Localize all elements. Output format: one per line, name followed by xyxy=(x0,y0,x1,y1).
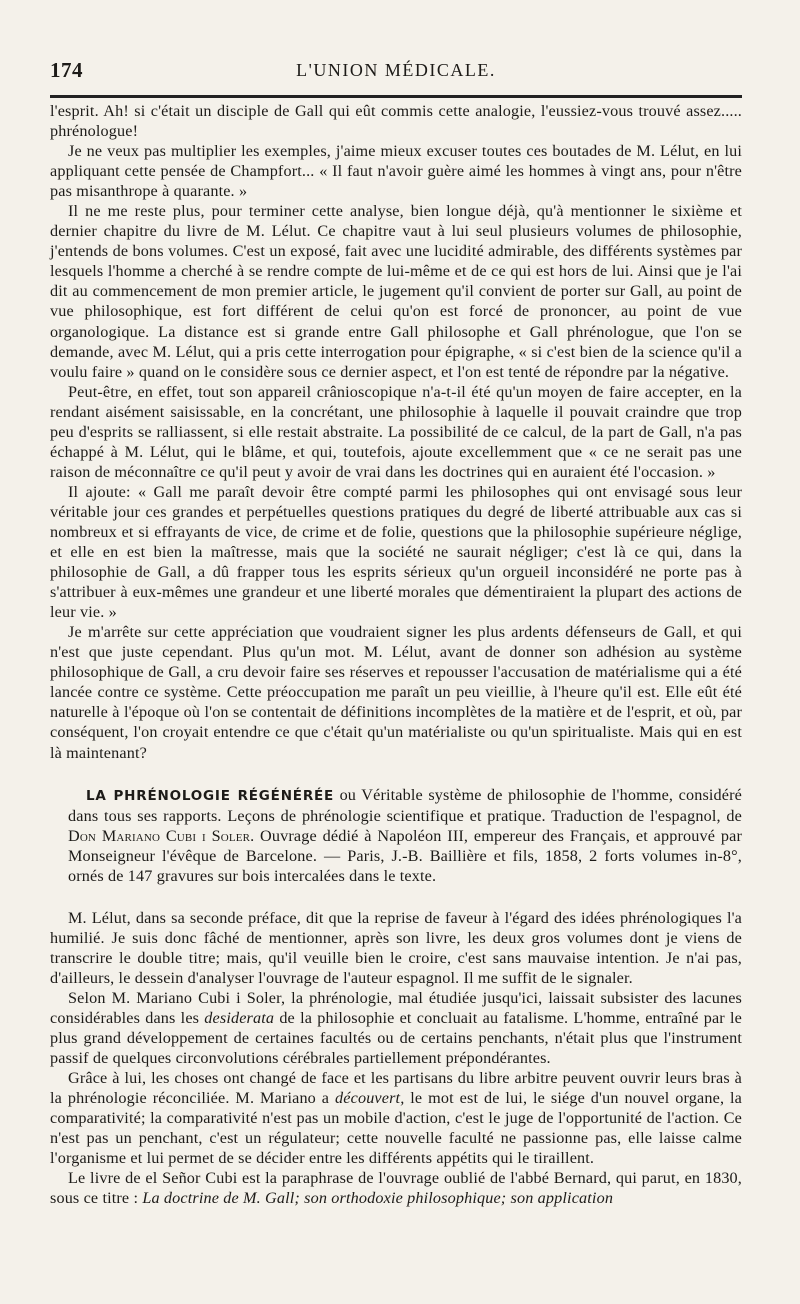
review-paragraph xyxy=(50,988,742,1068)
book-review-author: Don Mariano Cubi i Soler xyxy=(68,826,251,845)
book-review-publication: . Ouvrage dédié à Napoléon III, empereur des Français, et approuvé par Monseigneur l'évêque de Barcelone. — Paris, J.-B. Baillière et fils, 1858, 2 forts volumes in-8°, ornés de 147 gravures sur bois intercalées dans le texte. xyxy=(68,826,742,885)
book-review-title: LA PHRÉNOLOGIE RÉGÉNÉRÉE xyxy=(86,787,335,804)
review-text: Selon M. Mariano Cubi i Soler, la phrénologie, mal étudiée jusqu'ici, laissait subsister des lacunes considérables dans les xyxy=(50,988,742,1028)
article-paragraph: Peut-être, en effet, tout son appareil crânioscopique n'a-t-il été qu'un moyen de faire accepter, en la rendant aisément saisissable, en la concrétant, une philosophie à laquelle il pouvait craindre que trop peu d'esprits se ralliassent, si elle restait abstraite. La possibilité de ce calcul, de la part de Gall, n'a pas échappé à M. Lélut, qui le blâme, et qui, toutefois, ajoute excellemment que « ce ne serait pas une raison de méconnaître ce qu'il peut y avoir de vrai dans les doctrines qui en auraient été l'occasion. » xyxy=(50,382,742,481)
review-italic-term: découvert, xyxy=(335,1089,405,1108)
article-paragraph: Je m'arrête sur cette appréciation que voudraient signer les plus ardents défenseurs de Gall, et qui n'est que juste cependant. Plus qu'un mot. M. Lélut, avant de donner son adhésion au système philosophique de Gall, a cru devoir faire ses réserves et repousser l'accusation de matérialisme qui a été lancée contre ce système. Cette préoccupation me paraît un peu vieillie, à l'heure qu'il est. Elle eût été naturelle à l'époque où l'on se contentait de définitions incomplètes de la matière et de l'esprit, et où, par conséquent, l'on croyait entendre ce que c'était qu'un matérialiste ou qu'un spiritualiste. Mais qui en est là maintenant? xyxy=(50,623,742,762)
review-italic-term: desiderata xyxy=(204,1009,275,1028)
section-spacer xyxy=(50,763,742,785)
book-review-subtitle: ou Véritable système de philosophie de l'homme, considéré dans tous ses rapports. Leçons de phrénologie scientifique et pratique. Traduction de l'espagnol, de xyxy=(68,785,743,825)
section-spacer xyxy=(50,886,742,908)
review-text: Le livre de el Señor Cubi est la paraphrase de l'ouvrage oublié de l'abbé Bernard, qui parut, en 1830, sous ce titre : xyxy=(50,1169,742,1208)
review-text: Grâce à lui, les choses ont changé de face et les partisans du libre arbitre peuvent ouvrir leurs bras à la phrénologie réconciliée. M. Mariano a xyxy=(50,1069,742,1108)
review-paragraph xyxy=(50,1168,742,1208)
article-paragraph: Il ne me reste plus, pour terminer cette analyse, bien longue déjà, qu'à mentionner le sixième et dernier chapitre du livre de M. Lélut. Ce chapitre vaut à lui seul plusieurs volumes de philosophie, j'entends de bons volumes. C'est un exposé, fait avec une lucidité admirable, des différents systèmes par lesquels l'homme a cherché à se rendre compte de lui-même et de ce qui est hors de lui. Ainsi que je l'ai dit au commencement de mon premier article, le jugement qu'il convient de porter sur Gall, au point de vue philosophique, est fort différent de celui qu'on est forcé de prononcer, au point de vue organologique. La distance est si grande entre Gall philosophe et Gall phrénologue, que l'on se demande, avec M. Lélut, qui a pris cette interrogation pour épigraphe, « si c'est bien de la science qu'il a voulu faire » quand on le considère sous ce dernier aspect, et l'on est tenté de répondre par la négative. xyxy=(50,202,742,381)
article-paragraph: Je ne veux pas multiplier les exemples, j'aime mieux excuser toutes ces boutades de M. Lélut, en lui appliquant cette pensée de Champfort... « Il faut n'avoir guère aimé les hommes à vingt ans, pour n'être pas misanthrope à quarante. » xyxy=(50,142,742,201)
review-italic-title: La doctrine de M. Gall; son orthodoxie philosophique; son application xyxy=(142,1189,614,1208)
review-text: le mot est de lui, le siége d'un nouvel organe, la comparativité; la comparativité n'est pas un mobile d'action, c'est le juge de l'opportunité de l'action. Ce n'est pas un penchant, c'est un régulateur; cette nouvelle faculté ne passionne pas, elle laisse calme l'organisme et lui permet de se décider entre les différents appétits qui le tiraillent. xyxy=(50,1089,742,1168)
header-rule xyxy=(50,95,742,98)
review-text: de la philosophie et concluait au fatalisme. L'homme, entraîné par le plus grand développement de certaines facultés ou de certains penchants, n'était plus que l'instrument passif de quelques circonvolutions cérébrales partiellement prépondérantes. xyxy=(50,1009,742,1068)
review-paragraph: M. Lélut, dans sa seconde préface, dit que la reprise de faveur à l'égard des idées phrénologiques l'a humilié. Je suis donc fâché de mentionner, après son livre, les deux gros volumes dont je viens de transcrire le double titre; mais, qu'il veuille bien le croire, c'est sans mauvaise intention. Je n'ai pas, d'ailleurs, le dessein d'analyser l'ouvrage de l'auteur espagnol. Il me suffit de le signaler. xyxy=(50,908,742,987)
article-paragraph: l'esprit. Ah! si c'était un disciple de Gall qui eût commis cette analogie, l'eussiez-vous trouvé assez..... phrénologue! xyxy=(50,102,742,141)
page-body xyxy=(50,101,742,1208)
review-paragraph xyxy=(50,1068,742,1168)
book-review-heading xyxy=(50,785,742,886)
article-paragraph: Il ajoute: « Gall me paraît devoir être compté parmi les philosophes qui ont envisagé sous leur véritable jour ces grandes et perpétuelles questions pratiques du degré de liberté attribuable aux cas si nombreux et si effrayants de vice, de crime et de folie, questions que la philosophie supérieure néglige, et elle en est bien la maîtresse, mais que la société ne saurait négliger; c'est là ce qui, dans la philosophie de Gall, a dû frapper tous les esprits sérieux qu'un orgueil inconsidéré ne porte pas à s'attribuer à eux-mêmes une grandeur et une liberté morales que démentiraient la plupart des actions de leur vie. » xyxy=(50,482,742,622)
journal-title: L'UNION MÉDICALE. xyxy=(296,60,496,80)
page-number: 174 xyxy=(50,58,83,82)
page-header xyxy=(50,52,742,84)
